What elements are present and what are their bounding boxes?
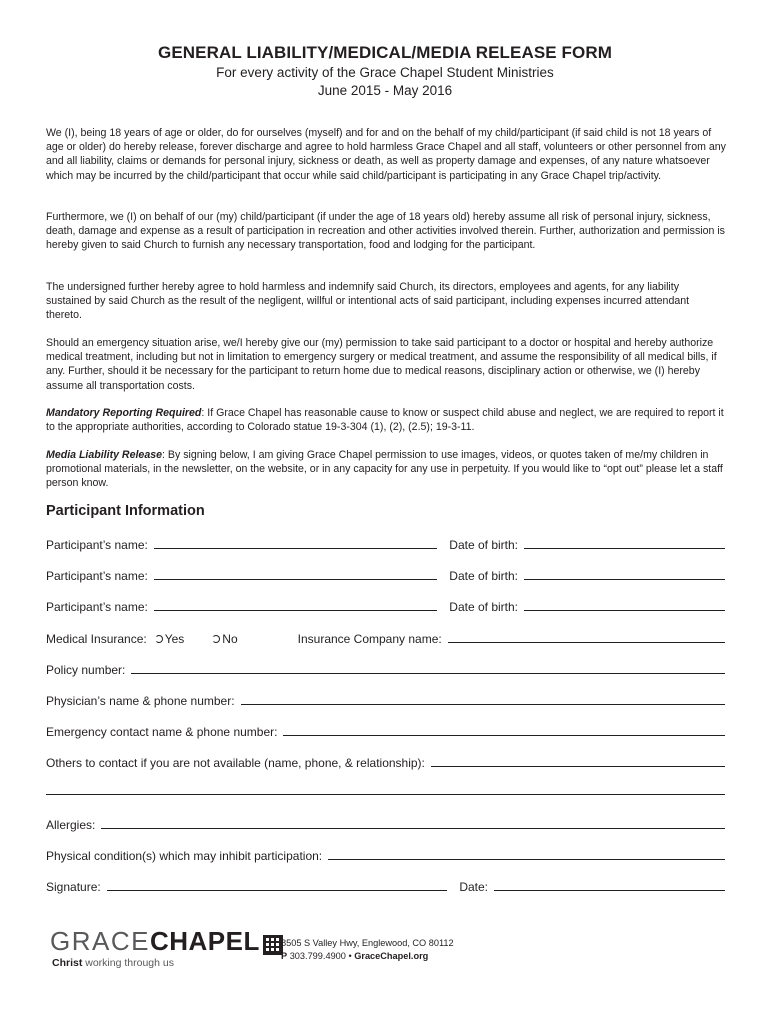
footer-website[interactable]: GraceChapel.org [354, 951, 429, 961]
others-contact-field[interactable] [431, 766, 725, 767]
dob-field-1[interactable] [524, 548, 725, 549]
emergency-contact-field[interactable] [283, 735, 725, 736]
others-contact-row [46, 754, 725, 770]
dob-label: Date of birth: [449, 569, 518, 583]
participant-info-heading: Participant Information [46, 503, 205, 519]
allergies-field[interactable] [101, 828, 725, 829]
tagline-rest: working through us [82, 957, 174, 969]
signature-row [46, 878, 725, 894]
tagline-christ: Christ [52, 957, 83, 969]
media-release-label: Media Liability Release [46, 449, 162, 461]
allergies-row [46, 816, 725, 832]
dob-field-3[interactable] [524, 610, 725, 611]
footer-address: 8505 S Valley Hwy, Englewood, CO 80112 [281, 938, 454, 948]
footer-contact [281, 937, 454, 963]
phone-prefix: P [281, 951, 288, 961]
policy-row [46, 661, 725, 677]
emergency-contact-label: Emergency contact name & phone number: [46, 725, 278, 739]
form-dates: June 2015 - May 2016 [317, 83, 453, 98]
physician-row [46, 692, 725, 708]
policy-number-label: Policy number: [46, 663, 126, 677]
footer-phone: 303.799.4900 • [287, 951, 355, 961]
radio-no-icon[interactable] [212, 635, 220, 643]
logo-tagline [52, 957, 174, 969]
participant-name-field-1[interactable] [154, 548, 437, 549]
physician-field[interactable] [241, 704, 725, 705]
insurance-row [46, 630, 725, 646]
grace-chapel-logo [50, 927, 275, 955]
participant-row-3 [46, 598, 725, 614]
participant-name-label: Participant’s name: [46, 569, 148, 583]
risk-paragraph: Furthermore, we (I) on behalf of our (my) child/participant (if under the age of 18 years old) hereby assume all risk of personal injury, sickness, death, damage and expense as a result of participation in recreation and other activities involved therein. Further, authorization and permission is hereby given to said Church to furnish any necessary transportation, food and lodging for the participant. [46, 211, 725, 252]
insurance-company-label: Insurance Company name: [297, 632, 442, 646]
insurance-no-label: No [222, 632, 238, 646]
footer-phone-line [281, 950, 454, 963]
emergency-contact-row [46, 723, 725, 739]
medical-insurance-label: Medical Insurance: [46, 632, 147, 646]
dob-label: Date of birth: [449, 600, 518, 614]
allergies-label: Allergies: [46, 818, 96, 832]
physical-condition-label: Physical condition(s) which may inhibit participation: [46, 849, 323, 863]
insurance-no-option[interactable] [212, 632, 237, 646]
participant-row-2 [46, 567, 725, 583]
condition-row [46, 847, 725, 863]
media-release-paragraph [46, 448, 726, 491]
insurance-yes-option[interactable] [155, 632, 185, 646]
mandatory-reporting-text: : If Grace Chapel has reasonable cause to know or suspect child abuse and neglect, we are required to report it to the appropriate authorities, according to Colorado statue 19-3-304 (1), (2), (2.5); 19-3-11. [46, 407, 724, 434]
participant-name-label: Participant’s name: [46, 600, 148, 614]
mandatory-reporting-label: Mandatory Reporting Required [46, 407, 202, 419]
policy-number-field[interactable] [131, 673, 725, 674]
form-subtitle: For every activity of the Grace Chapel Student Ministries [216, 65, 554, 80]
logo-grace-text: GRACE [50, 925, 150, 956]
participant-name-field-2[interactable] [154, 579, 437, 580]
signature-field[interactable] [107, 890, 448, 891]
participant-name-field-3[interactable] [154, 610, 437, 611]
signature-label: Signature: [46, 880, 101, 894]
physician-label: Physician’s name & phone number: [46, 694, 235, 708]
dob-field-2[interactable] [524, 579, 725, 580]
logo-mark-icon [263, 931, 283, 951]
others-contact-label: Others to contact if you are not available (name, phone, & relationship): [46, 756, 425, 770]
form-title: GENERAL LIABILITY/MEDICAL/MEDIA RELEASE FORM [158, 43, 612, 62]
physical-condition-field[interactable] [328, 859, 725, 860]
release-paragraph: We (I), being 18 years of age or older, do for ourselves (myself) and for and on the behalf of my child/participant (if said child is not 18 years of age or older) do hereby release, forever discharge and agree to hold harmless Grace Chapel and all staff, volunteers or other personnel from any and all liability, claims or demands for personal injury, sickness or death, as well as property damage and expenses, of any nature whatsoever which may be incurred by the child/participant that occur while said child/participant is participating in any Grace Chapel trip/activity. [46, 127, 726, 182]
media-release-text: : By signing below, I am giving Grace Chapel permission to use images, videos, or quotes taken of me/my children in promotional materials, in the newsletter, on the website, or in any capacity for any use in perpetuity. If you would like to “opt out” please let a staff person know. [46, 449, 723, 490]
mandatory-reporting-paragraph [46, 406, 726, 434]
indemnify-paragraph: The undersigned further hereby agree to hold harmless and indemnify said Church, its directors, employees and agents, for any liability sustained by said Church as the result of the negligent, willful or intentional acts of said participant, including expenses incurred attendant thereto. [46, 281, 690, 322]
logo-chapel-text: CHAPEL [149, 925, 260, 956]
emergency-paragraph: Should an emergency situation arise, we/I hereby give our (my) permission to take said participant to a doctor or hospital and hereby authorize medical treatment, including but not in limitation to emergency surgery or medical treatment, and assume the responsibility of all medical bills, if any. Further, should it be necessary for the participant to return home due to medical reasons, disciplinary action or otherwise, we (I) hereby assume all transportation costs. [46, 337, 717, 392]
date-label: Date: [459, 880, 488, 894]
participant-row-1 [46, 536, 725, 552]
others-contact-field-line-2[interactable] [46, 794, 725, 795]
insurance-company-field[interactable] [448, 642, 725, 643]
date-field[interactable] [494, 890, 725, 891]
dob-label: Date of birth: [449, 538, 518, 552]
insurance-yes-label: Yes [164, 632, 185, 646]
participant-name-label: Participant’s name: [46, 538, 148, 552]
radio-yes-icon[interactable] [155, 635, 163, 643]
